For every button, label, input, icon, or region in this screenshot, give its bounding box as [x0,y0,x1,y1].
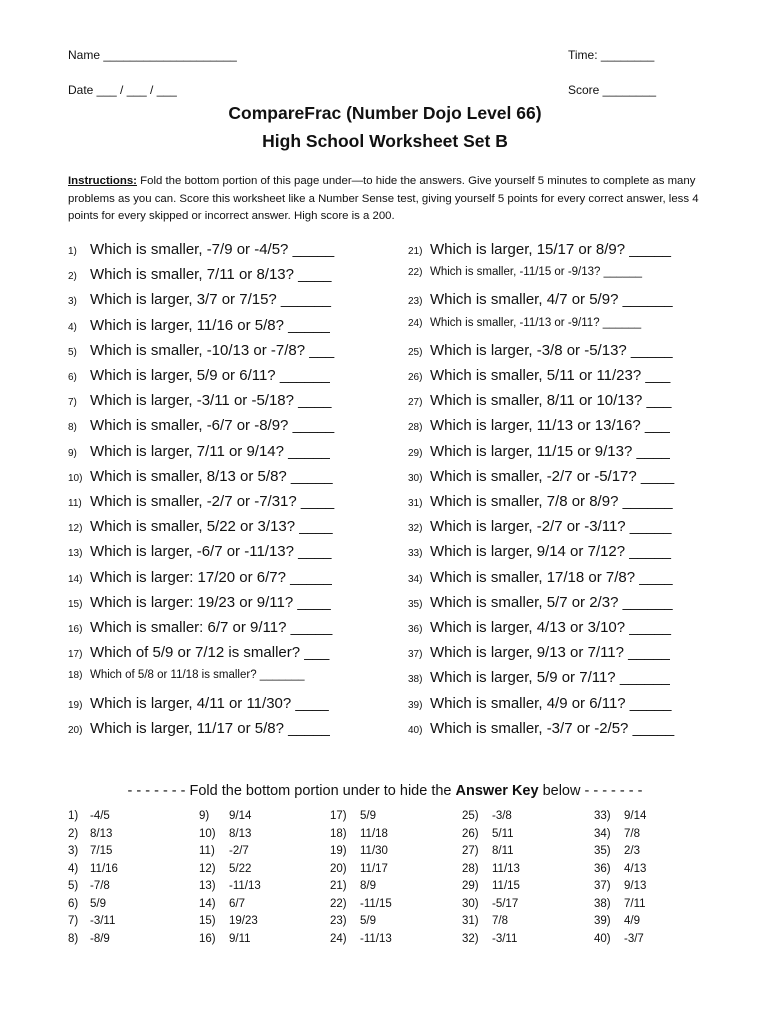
question-item [68,669,305,681]
answer-value: 5/22 [229,862,252,875]
question-number: 18) [68,670,83,682]
answer-value: 4/9 [624,915,640,927]
question-item [408,367,670,384]
answer-item [199,845,249,857]
question-number: 35) [408,598,423,610]
question-number: 40) [408,724,423,736]
answer-number: 7) [68,915,79,927]
page-subtitle: High School Worksheet Set B [262,131,508,151]
question-number: 5) [68,346,77,358]
question-text: Which is larger: 19/23 or 9/11? ____ [90,593,331,611]
question-item [68,569,332,586]
question-text: Which is smaller, -2/7 or -5/17? ____ [430,467,675,485]
question-text: Which is larger, 11/13 or 13/16? ___ [430,417,670,435]
instructions-text: Fold the bottom portion of this page under—to hide the answers. Give yourself 5 minutes to complete as many problems as you can. Score this worksheet like a Number Sense test, giving yourself 5 points for every correct answer, less 4 points for every skipped or incorrect answer. High score is a 200. [68,175,699,222]
answer-value: -3/7 [624,932,644,945]
answer-value: -4/5 [90,810,110,822]
answer-item [199,863,251,875]
answer-item [199,828,251,840]
question-text: Which is larger, -6/7 or -11/13? ____ [90,543,332,561]
question-text: Which is smaller, 4/7 or 5/9? ______ [430,291,673,309]
question-item [68,417,334,434]
question-item [408,594,673,611]
question-text: Which is larger, -2/7 or -3/11? _____ [430,518,672,536]
question-number: 12) [68,523,83,535]
question-item [68,317,330,334]
answer-number: 39) [594,915,611,927]
fold-line [0,783,770,799]
question-number: 22) [408,267,423,279]
answer-item [594,810,646,822]
question-text: Which is smaller, 5/22 or 3/13? ____ [90,518,333,536]
question-number: 9) [68,447,77,459]
answer-item [330,845,388,857]
answer-number: 11) [199,845,215,857]
fold-text: - - - - - - - Fold the bottom portion under to hide the [127,783,456,799]
question-text: Which is larger, -3/11 or -5/18? ____ [90,392,332,410]
answer-number: 4) [68,862,79,875]
question-item [68,291,331,308]
question-number: 38) [408,674,423,686]
answer-item [462,915,508,927]
answer-value: 5/9 [90,897,106,910]
answer-key-label: Answer Key [455,783,539,799]
answer-item [462,933,517,945]
question-item [408,443,670,460]
answer-value: 11/15 [492,880,520,892]
question-number: 27) [408,397,423,409]
answer-number: 13) [199,880,216,892]
answer-value: -3/8 [492,810,512,822]
question-text: Which is larger: 17/20 or 6/7? _____ [90,568,332,586]
answer-value: 9/13 [624,880,647,892]
question-number: 15) [68,598,83,610]
question-number: 23) [408,296,423,308]
question-item [408,417,670,434]
question-text: Which is smaller, 4/9 or 6/11? _____ [430,694,672,712]
question-item [68,720,330,737]
question-number: 26) [408,372,423,383]
instructions-label: Instructions: [68,175,137,187]
question-text: Which is larger, 11/17 or 5/8? _____ [90,719,330,737]
question-item [408,695,672,712]
answer-number: 36) [594,862,611,875]
answer-item [199,810,251,822]
question-item [68,367,330,384]
answer-number: 14) [199,897,216,910]
question-number: 33) [408,548,423,560]
question-text: Which is larger, 11/16 or 5/8? _____ [90,316,330,334]
answer-item [330,915,376,927]
question-item [408,720,674,737]
answer-item [330,880,376,892]
answer-number: 20) [330,862,347,875]
question-text: Which is larger, -3/8 or -5/13? _____ [430,341,673,359]
question-text: Which is smaller: 6/7 or 9/11? _____ [90,619,333,636]
answer-item [594,863,646,875]
answer-value: 9/14 [624,810,647,822]
answer-value: -2/7 [229,845,249,857]
time-field: Time: ________ [568,48,655,62]
question-item [408,518,672,535]
question-number: 2) [68,271,77,283]
answer-item [462,845,514,857]
question-item [68,443,330,460]
answer-number: 26) [462,827,479,840]
question-text: Which is smaller, 8/13 or 5/8? _____ [90,467,333,485]
answer-number: 19) [330,845,347,857]
answer-number: 9) [199,810,210,822]
answer-value: 7/8 [492,915,508,927]
question-text: Which is smaller, 5/7 or 2/3? ______ [430,593,673,611]
question-number: 25) [408,346,423,358]
answer-item [330,898,392,910]
question-text: Which is larger, 4/11 or 11/30? ____ [90,694,329,712]
question-item [68,518,333,535]
answer-value: -3/11 [492,932,518,945]
question-item [408,392,672,409]
question-text: Which of 5/9 or 7/12 is smaller? ___ [90,644,330,662]
question-text: Which is larger, 7/11 or 9/14? _____ [90,442,330,460]
question-number: 3) [68,296,77,308]
answer-number: 5) [68,880,79,892]
question-text: Which is larger, 3/7 or 7/15? ______ [90,291,331,309]
answer-item [199,915,258,927]
question-number: 1) [68,246,77,257]
question-text: Which of 5/8 or 11/18 is smaller? _______ [90,669,305,682]
question-number: 21) [408,246,423,257]
answer-number: 1) [68,810,79,822]
answer-value: 2/3 [624,845,640,857]
answer-number: 33) [594,810,611,822]
question-item [68,468,333,485]
answer-item [68,845,112,857]
question-item [68,493,334,510]
question-number: 36) [408,624,423,635]
answer-item [594,898,646,910]
answer-item [462,880,520,892]
answer-number: 10) [199,827,216,840]
question-number: 8) [68,422,77,434]
question-text: Which is larger, 9/13 or 7/11? _____ [430,644,670,662]
answer-value: 9/14 [229,810,252,822]
question-text: Which is larger, 5/9 or 6/11? ______ [90,367,330,384]
answer-value: 5/11 [492,827,514,840]
question-text: Which is smaller, 7/11 or 8/13? ____ [90,266,332,284]
question-number: 28) [408,422,423,434]
answer-value: 5/9 [360,810,376,822]
question-number: 32) [408,523,423,535]
date-field: Date ___ / ___ / ___ [68,83,177,97]
fold-text-after: below - - - - - - - [538,783,643,799]
answer-value: 7/8 [624,827,640,840]
question-number: 10) [68,472,83,484]
question-text: Which is smaller, -11/13 or -9/11? ______ [430,316,642,329]
answer-number: 2) [68,827,79,840]
question-number: 29) [408,447,423,459]
question-number: 14) [68,573,83,585]
question-number: 4) [68,321,77,333]
question-number: 30) [408,472,423,484]
answer-item [330,933,392,945]
answer-number: 35) [594,845,611,857]
answer-item [594,828,640,840]
question-number: 6) [68,372,77,383]
answer-value: -8/9 [90,932,110,945]
question-item [408,342,673,359]
answer-value: -11/13 [229,880,261,892]
answer-value: 9/11 [229,932,251,945]
question-item [68,543,332,560]
answer-item [330,863,388,875]
question-item [68,266,332,283]
answer-value: 5/9 [360,915,376,927]
question-item [408,241,671,258]
question-item [408,317,641,329]
answer-item [330,828,388,840]
answer-value: 19/23 [229,915,258,927]
question-text: Which is larger, 9/14 or 7/12? _____ [430,543,671,561]
question-item [68,342,334,359]
answer-number: 31) [462,915,479,927]
question-text: Which is smaller, -10/13 or -7/8? ___ [90,341,335,359]
answer-number: 17) [330,810,347,822]
answer-number: 27) [462,845,479,857]
answer-value: 6/7 [229,897,245,910]
answer-value: -3/11 [90,915,116,927]
question-item [68,594,331,611]
question-item [68,644,329,661]
question-item [68,695,329,712]
answer-number: 40) [594,932,611,945]
answer-number: 12) [199,862,216,875]
question-item [68,392,332,409]
answer-value: -7/8 [90,880,110,892]
answer-number: 3) [68,845,79,857]
answer-item [199,933,251,945]
question-text: Which is smaller, -11/15 or -9/13? ______ [430,266,643,279]
answer-number: 23) [330,915,347,927]
question-item [408,543,671,560]
score-field: Score ________ [568,83,657,97]
question-text: Which is smaller, -2/7 or -7/31? ____ [90,493,335,510]
answer-item [330,810,376,822]
answer-number: 21) [330,880,347,892]
question-number: 24) [408,317,423,329]
question-item [408,669,670,686]
answer-number: 15) [199,915,216,927]
question-number: 13) [68,548,83,560]
answer-value: 7/15 [90,845,113,857]
question-number: 16) [68,624,83,635]
answer-value: 11/16 [90,862,118,875]
answer-value: 8/11 [492,845,514,857]
answer-item [462,898,518,910]
answer-value: 8/13 [229,827,252,840]
answer-number: 6) [68,897,79,910]
answer-number: 29) [462,880,479,892]
answer-number: 16) [199,932,216,945]
question-item [408,291,673,308]
question-text: Which is smaller, -6/7 or -8/9? _____ [90,417,335,435]
question-number: 19) [68,699,83,711]
answer-item [199,898,245,910]
answer-item [462,863,520,875]
answer-number: 34) [594,827,611,840]
question-number: 11) [68,498,82,509]
answer-value: -5/17 [492,897,519,910]
answer-value: 11/18 [360,827,388,840]
question-text: Which is larger, 4/13 or 3/10? _____ [430,619,671,636]
question-item [408,569,673,586]
answer-value: 11/30 [360,845,388,857]
answer-number: 37) [594,880,611,892]
answer-number: 32) [462,932,479,945]
answer-value: 7/11 [624,897,646,910]
instructions [68,173,708,226]
question-item [68,241,334,258]
question-text: Which is smaller, 8/11 or 10/13? ___ [430,392,672,410]
question-text: Which is larger, 5/9 or 7/11? ______ [430,669,670,687]
answer-value: -11/15 [360,897,392,910]
question-item [408,644,670,661]
answer-item [68,810,110,822]
answer-number: 8) [68,932,79,945]
answer-item [462,810,512,822]
question-number: 31) [408,498,423,509]
answer-item [199,880,261,892]
answer-number: 25) [462,810,479,822]
question-number: 20) [68,724,83,736]
answer-item [594,915,640,927]
answer-item [68,880,110,892]
name-field: Name ____________________ [68,48,237,62]
answer-number: 18) [330,827,347,840]
question-text: Which is larger, 15/17 or 8/9? _____ [430,241,671,258]
answer-value: 8/9 [360,880,376,892]
question-text: Which is larger, 11/15 or 9/13? ____ [430,442,670,460]
question-number: 34) [408,573,423,585]
question-text: Which is smaller, -3/7 or -2/5? _____ [430,719,675,737]
question-item [408,619,671,636]
answer-item [68,828,112,840]
answer-value: 8/13 [90,827,113,840]
answer-number: 24) [330,932,347,945]
answer-number: 22) [330,897,347,910]
question-number: 17) [68,649,83,661]
answer-number: 30) [462,897,479,910]
question-number: 37) [408,649,423,661]
question-text: Which is smaller, 5/11 or 11/23? ___ [430,367,671,384]
answer-value: 11/13 [492,862,520,875]
answer-item [594,880,646,892]
answer-item [68,915,115,927]
question-item [68,619,332,636]
answer-value: 4/13 [624,862,647,875]
page-title: CompareFrac (Number Dojo Level 66) [228,103,542,123]
answer-item [68,933,110,945]
answer-value: -11/13 [360,932,392,945]
answer-value: 11/17 [360,862,388,875]
answer-item [68,898,106,910]
answer-item [462,828,514,840]
question-text: Which is smaller, 17/18 or 7/8? ____ [430,568,673,586]
answer-number: 38) [594,897,611,910]
question-item [408,468,674,485]
question-item [408,493,673,510]
question-number: 7) [68,397,77,409]
question-number: 39) [408,699,423,711]
question-text: Which is smaller, 7/8 or 8/9? ______ [430,493,673,510]
answer-item [68,863,118,875]
answer-item [594,933,644,945]
question-item [408,266,642,278]
question-text: Which is smaller, -7/9 or -4/5? _____ [90,241,335,258]
answer-item [594,845,640,857]
answer-number: 28) [462,862,479,875]
